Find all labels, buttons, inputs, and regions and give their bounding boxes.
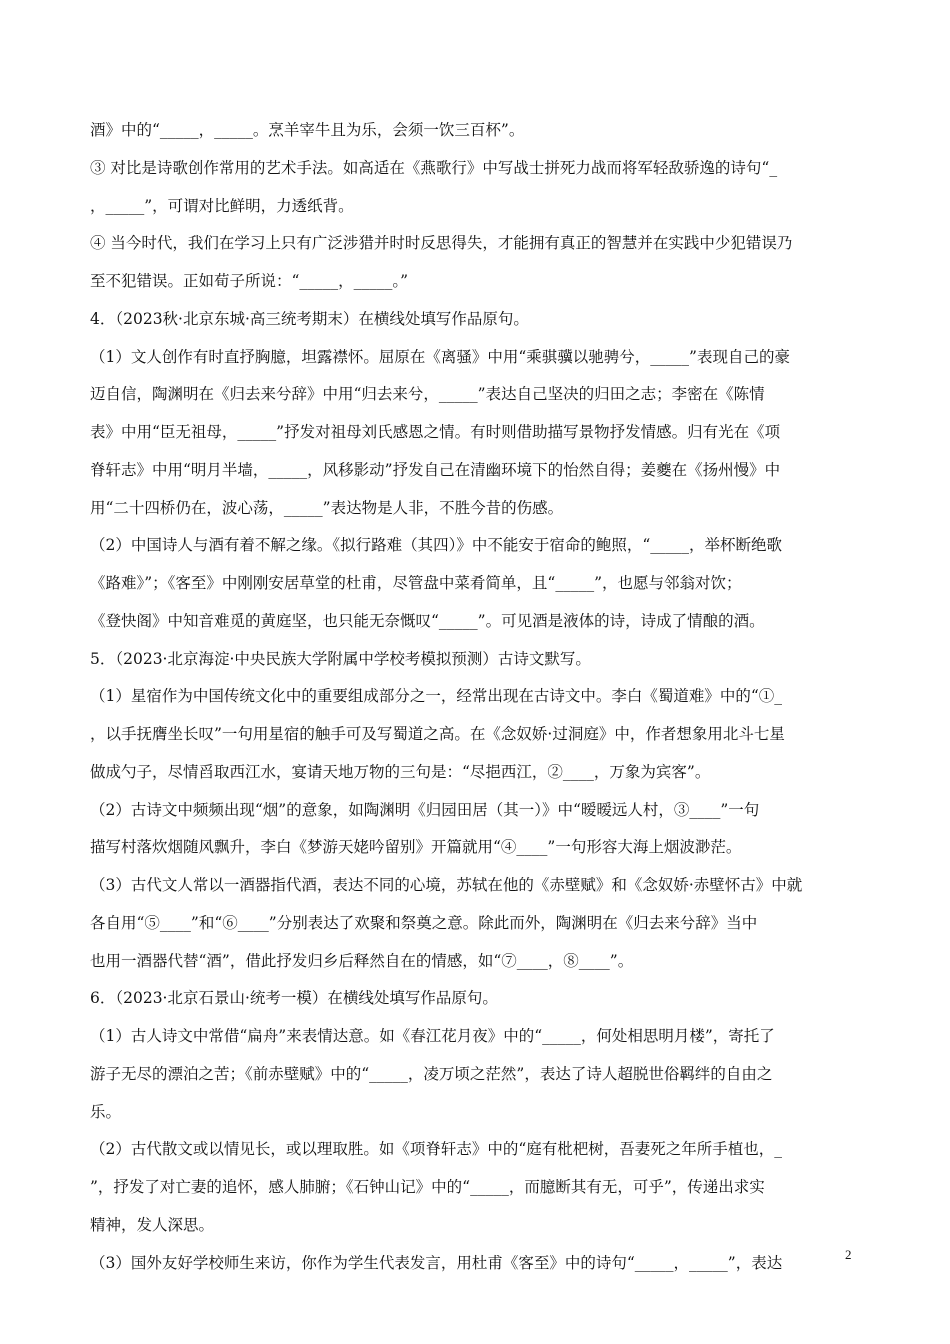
question-heading: 6．（2023·北京石景山·统考一模）在横线处填写作品原句。 — [90, 989, 498, 1008]
text-line: 也用一酒器代替“酒”，借此抒发归乡后释然自在的情感，如“⑦____，⑧____”。 — [90, 951, 634, 970]
text-line: ”，抒发了对亡妻的追怀，感人肺腑；《石钟山记》中的“_____，而臆断其有无，可乎”，传递出求实 — [90, 1178, 765, 1196]
text-line: 至不犯错误。正如荀子所说：“_____，_____。” — [90, 272, 409, 290]
text-line: ，以手抚膺坐长叹”一句用星宿的触手可及写蜀道之高。在《念奴娇·过洞庭》中，作者想象用北斗七星 — [90, 725, 785, 743]
text-line: （2）中国诗人与酒有着不解之缘。《拟行路难（其四）》中不能安于宿命的鲍照，“_____，举杯断绝歌 — [90, 536, 783, 555]
question-heading: 4．（2023秋·北京东城·高三统考期末）在横线处填写作品原句。 — [90, 309, 529, 328]
text-line: 脊轩志》中用“明月半墙，_____，风移影动”抒发自己在清幽环境下的怡然自得；姜夔在《扬州慢》中 — [90, 460, 781, 479]
text-line: （3）古代文人常以一酒器指代酒，表达不同的心境，苏轼在他的《赤壁赋》和《念奴娇·赤壁怀古》中就 — [90, 876, 803, 894]
page-number: 2 — [845, 1247, 852, 1262]
text-line: 精神，发人深思。 — [90, 1215, 215, 1234]
text-line: 描写村落炊烟随风飘升，李白《梦游天姥吟留别》开篇就用“④____”一句形容大海上烟波渺茫。 — [90, 838, 742, 857]
text-line: （1）星宿作为中国传统文化中的重要组成部分之一，经常出现在古诗文中。李白《蜀道难》中的“①_ — [90, 687, 783, 706]
text-line: ，_____”，可谓对比鲜明，力透纸背。 — [90, 196, 354, 215]
text-line: 迈自信，陶渊明在《归去来兮辞》中用“归去来兮，_____”表达自己坚决的归田之志；李密在《陈情 — [90, 385, 765, 404]
text-line: 各自用“⑤____”和“⑥____”分别表达了欢聚和祭奠之意。除此而外，陶渊明在《归去来兮辞》当中 — [90, 913, 758, 932]
text-line: 《路难》”；《客至》中刚刚安居草堂的杜甫，尽管盘中菜肴简单，且“_____”，也愿与邻翁对饮； — [90, 574, 742, 592]
text-line: 用“二十四桥仍在，波心荡，_____”表达物是人非，不胜今昔的伤感。 — [90, 498, 564, 517]
text-line: （2）古诗文中频频出现“烟”的意象，如陶渊明《归园田居（其一）》中“暧暧远人村，③____”一句 — [90, 800, 760, 819]
text-line: （2）古代散文或以情见长，或以理取胜。如《项脊轩志》中的“庭有枇杷树，吾妻死之年所手植也，_ — [90, 1140, 783, 1159]
text-line: 乐。 — [90, 1102, 122, 1121]
text-line: 酒》中的“_____，_____。烹羊宰牛且为乐，会须一饮三百杯”。 — [90, 121, 525, 139]
text-line: ④ 当今时代，我们在学习上只有广泛涉猎并时时反思得失，才能拥有真正的智慧并在实践中少犯错误乃 — [90, 234, 793, 253]
question-heading: 5．（2023·北京海淀·中央民族大学附属中学校考模拟预测）古诗文默写。 — [90, 649, 591, 668]
text-line: （1）文人创作有时直抒胸臆，坦露襟怀。屈原在《离骚》中用“乘骐骥以驰骋兮，_____”表现自己的豪 — [90, 347, 790, 366]
text-line: 表》中用“臣无祖母，_____”抒发对祖母刘氏感恩之情。有时则借助描写景物抒发情感。归有光在《项 — [90, 423, 781, 441]
text-line: 《登快阁》中知音难觅的黄庭坚，也只能无奈慨叹“_____”。可见酒是液体的诗，诗成了情酿的酒。 — [90, 611, 765, 630]
text-line: ③ 对比是诗歌创作常用的艺术手法。如高适在《燕歌行》中写战士拼死力战而将军轻敌骄逸的诗句“_ — [90, 158, 778, 177]
text-line: 做成勺子，尽情舀取西江水，宴请天地万物的三句是：“尽挹西江，②____，万象为宾客”。 — [90, 762, 711, 781]
text-line: （1）古人诗文中常借“扁舟”来表情达意。如《春江花月夜》中的“_____，何处相思明月楼”，寄托了 — [90, 1027, 775, 1045]
text-line: 游子无尽的漂泊之苦；《前赤壁赋》中的“_____，凌万顷之茫然”，表达了诗人超脱世俗羁绊的自由之 — [90, 1064, 773, 1083]
document-body — [90, 112, 866, 1282]
text-line: （3）国外友好学校师生来访，你作为学生代表发言，用杜甫《客至》中的诗句“_____，_____”，表达 — [90, 1253, 783, 1272]
